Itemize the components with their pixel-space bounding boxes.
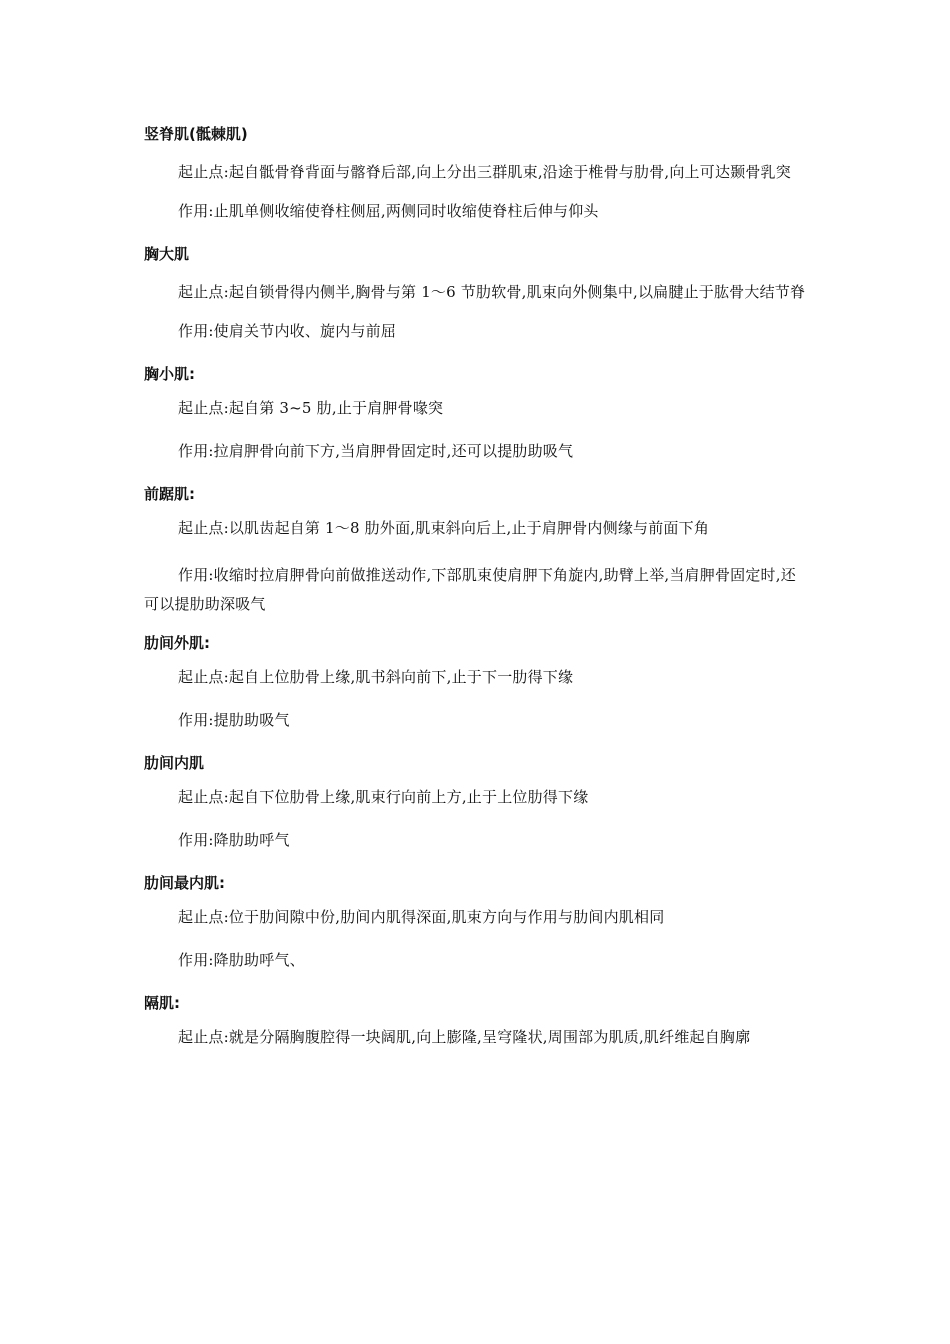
- section-internal-intercostal: [144, 753, 808, 850]
- section-heading: 胸大肌: [144, 245, 190, 263]
- section-serratus-anterior: [144, 484, 808, 619]
- origin-insertion-text: 起止点:起自第 3~5 肋,止于肩胛骨喙突: [178, 399, 444, 417]
- action-text: 作用:拉肩胛骨向前下方,当肩胛骨固定时,还可以提肋助吸气: [178, 442, 574, 460]
- origin-insertion-text: 起止点:起自骶骨脊背面与髂脊后部,向上分出三群肌束,沿途于椎骨与肋骨,向上可达颞骨乳突: [178, 163, 791, 181]
- section-heading: 竖脊肌(骶棘肌): [144, 125, 248, 143]
- section-external-intercostal: [144, 633, 808, 730]
- origin-insertion-text: 起止点:起自下位肋骨上缘,肌束行向前上方,止于上位肋得下缘: [178, 788, 589, 806]
- action-text: 作用:收缩时拉肩胛骨向前做推送动作,下部肌束使肩胛下角旋内,助臂上举,当肩胛骨固定时,还可以提肋助深吸气: [144, 566, 796, 613]
- origin-insertion-text: 起止点:以肌齿起自第 1～8 肋外面,肌束斜向后上,止于肩胛骨内侧缘与前面下角: [178, 519, 710, 537]
- action-text: 作用:降肋助呼气、: [178, 951, 305, 969]
- section-diaphragm: [144, 993, 808, 1047]
- section-heading: 肋间外肌:: [144, 634, 210, 652]
- section-heading: 前踞肌:: [144, 485, 195, 503]
- action-text: 作用:止肌单侧收缩使脊柱侧屈,两侧同时收缩使脊柱后伸与仰头: [178, 202, 599, 220]
- action-text: 作用:提肋助吸气: [178, 711, 290, 729]
- section-pectoralis-major: [144, 244, 808, 341]
- origin-insertion-text: 起止点:起自锁骨得内侧半,胸骨与第 1～6 节肋软骨,肌束向外侧集中,以扁腱止于肱骨大结节脊: [178, 283, 806, 301]
- action-text: 作用:使肩关节内收、旋内与前屈: [178, 322, 397, 340]
- section-erector-spinae: [144, 124, 808, 221]
- origin-insertion-text: 起止点:位于肋间隙中份,肋间内肌得深面,肌束方向与作用与肋间内肌相同: [178, 908, 665, 926]
- section-pectoralis-minor: [144, 364, 808, 461]
- action-text: 作用:降肋助呼气: [178, 831, 290, 849]
- section-heading: 肋间内肌: [144, 754, 205, 772]
- origin-insertion-text: 起止点:起自上位肋骨上缘,肌书斜向前下,止于下一肋得下缘: [178, 668, 574, 686]
- document-page: [144, 124, 808, 1070]
- section-heading: 胸小肌:: [144, 365, 195, 383]
- section-heading: 肋间最内肌:: [144, 874, 225, 892]
- origin-insertion-text: 起止点:就是分隔胸腹腔得一块阔肌,向上膨隆,呈穹隆状,周围部为肌质,肌纤维起自胸廓: [178, 1028, 751, 1046]
- section-heading: 隔肌:: [144, 994, 180, 1012]
- section-innermost-intercostal: [144, 873, 808, 970]
